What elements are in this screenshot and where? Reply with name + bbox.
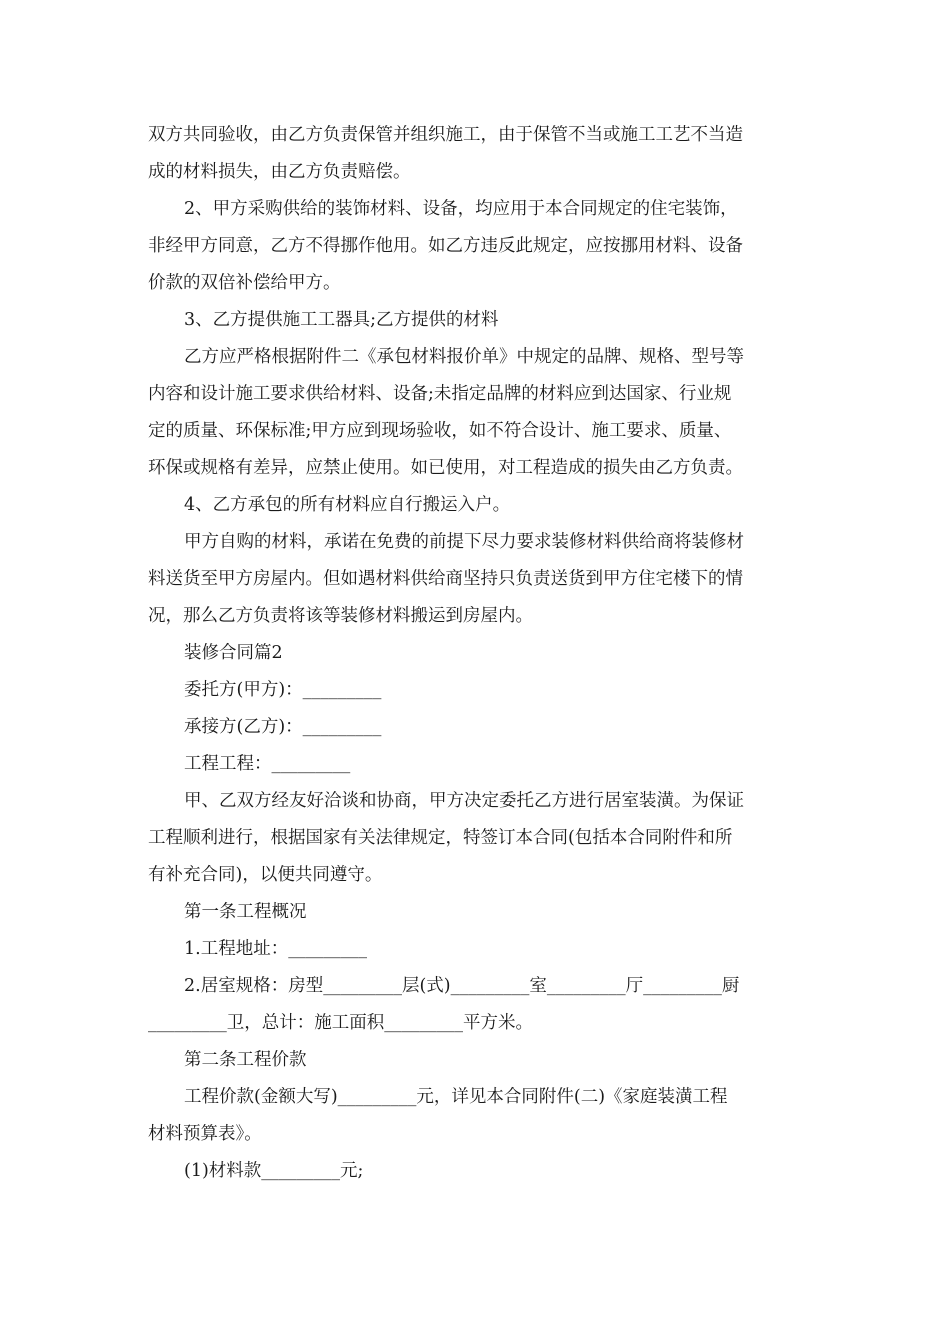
price-field: 工程价款(金额大写)_________元，详见本合同附件(二)《家庭装潢工程: [184, 1087, 728, 1107]
text-line: 乙方应严格根据附件二《承包材料报价单》中规定的品牌、规格、型号等: [184, 347, 744, 367]
text-line: 环保或规格有差异，应禁止使用。如已使用，对工程造成的损失由乙方负责。: [148, 458, 743, 478]
text-line: 成的材料损失，由乙方负责赔偿。: [148, 162, 411, 182]
address-field: 1.工程地址：_________: [184, 939, 367, 959]
article-heading: 第二条工程价款: [184, 1050, 307, 1070]
text-line: 价款的双倍补偿给甲方。: [148, 273, 341, 293]
article-heading: 第一条工程概况: [184, 902, 307, 922]
text-line: 内容和设计施工要求供给材料、设备;未指定品牌的材料应到达国家、行业规: [148, 384, 732, 404]
text-line: 2、甲方采购供给的装饰材料、设备，均应用于本合同规定的住宅装饰，: [184, 199, 738, 219]
project-field: 工程工程：_________: [184, 754, 351, 774]
text-line: 双方共同验收，由乙方负责保管并组织施工，由于保管不当或施工工艺不当造: [148, 125, 743, 145]
text-line: 定的质量、环保标准;甲方应到现场验收，如不符合设计、施工要求、质量、: [148, 421, 732, 441]
material-fee-field: (1)材料款_________元;: [184, 1161, 364, 1181]
text-line: 料送货至甲方房屋内。但如遇材料供给商坚持只负责送货到甲方住宅楼下的情: [148, 569, 743, 589]
text-line: 材料预算表》。: [148, 1124, 262, 1144]
text-line: 工程顺利进行，根据国家有关法律规定，特签订本合同(包括本合同附件和所: [148, 828, 733, 848]
document-page: [148, 117, 800, 1190]
room-spec-field: 2.居室规格：房型_________层(式)_________室_________厅_________厨: [184, 976, 740, 996]
contractor-field: 承接方(乙方)：_________: [184, 717, 382, 737]
text-line: 况，那么乙方负责将该等装修材料搬运到房屋内。: [148, 606, 533, 626]
client-field: 委托方(甲方)：_________: [184, 680, 382, 700]
text-line: 非经甲方同意，乙方不得挪作他用。如乙方违反此规定，应按挪用材料、设备: [148, 236, 743, 256]
section-heading: 装修合同篇2: [184, 643, 283, 663]
text-line: 4、乙方承包的所有材料应自行搬运入户。: [184, 495, 511, 515]
text-line: 有补充合同)，以便共同遵守。: [148, 865, 383, 885]
text-line: 3、乙方提供施工工器具;乙方提供的材料: [184, 310, 499, 330]
room-spec-field: _________卫，总计：施工面积_________平方米。: [148, 1013, 533, 1033]
text-line: 甲方自购的材料，承诺在免费的前提下尽力要求装修材料供给商将装修材: [184, 532, 744, 552]
text-line: 甲、乙双方经友好洽谈和协商，甲方决定委托乙方进行居室装潢。为保证: [184, 791, 744, 811]
